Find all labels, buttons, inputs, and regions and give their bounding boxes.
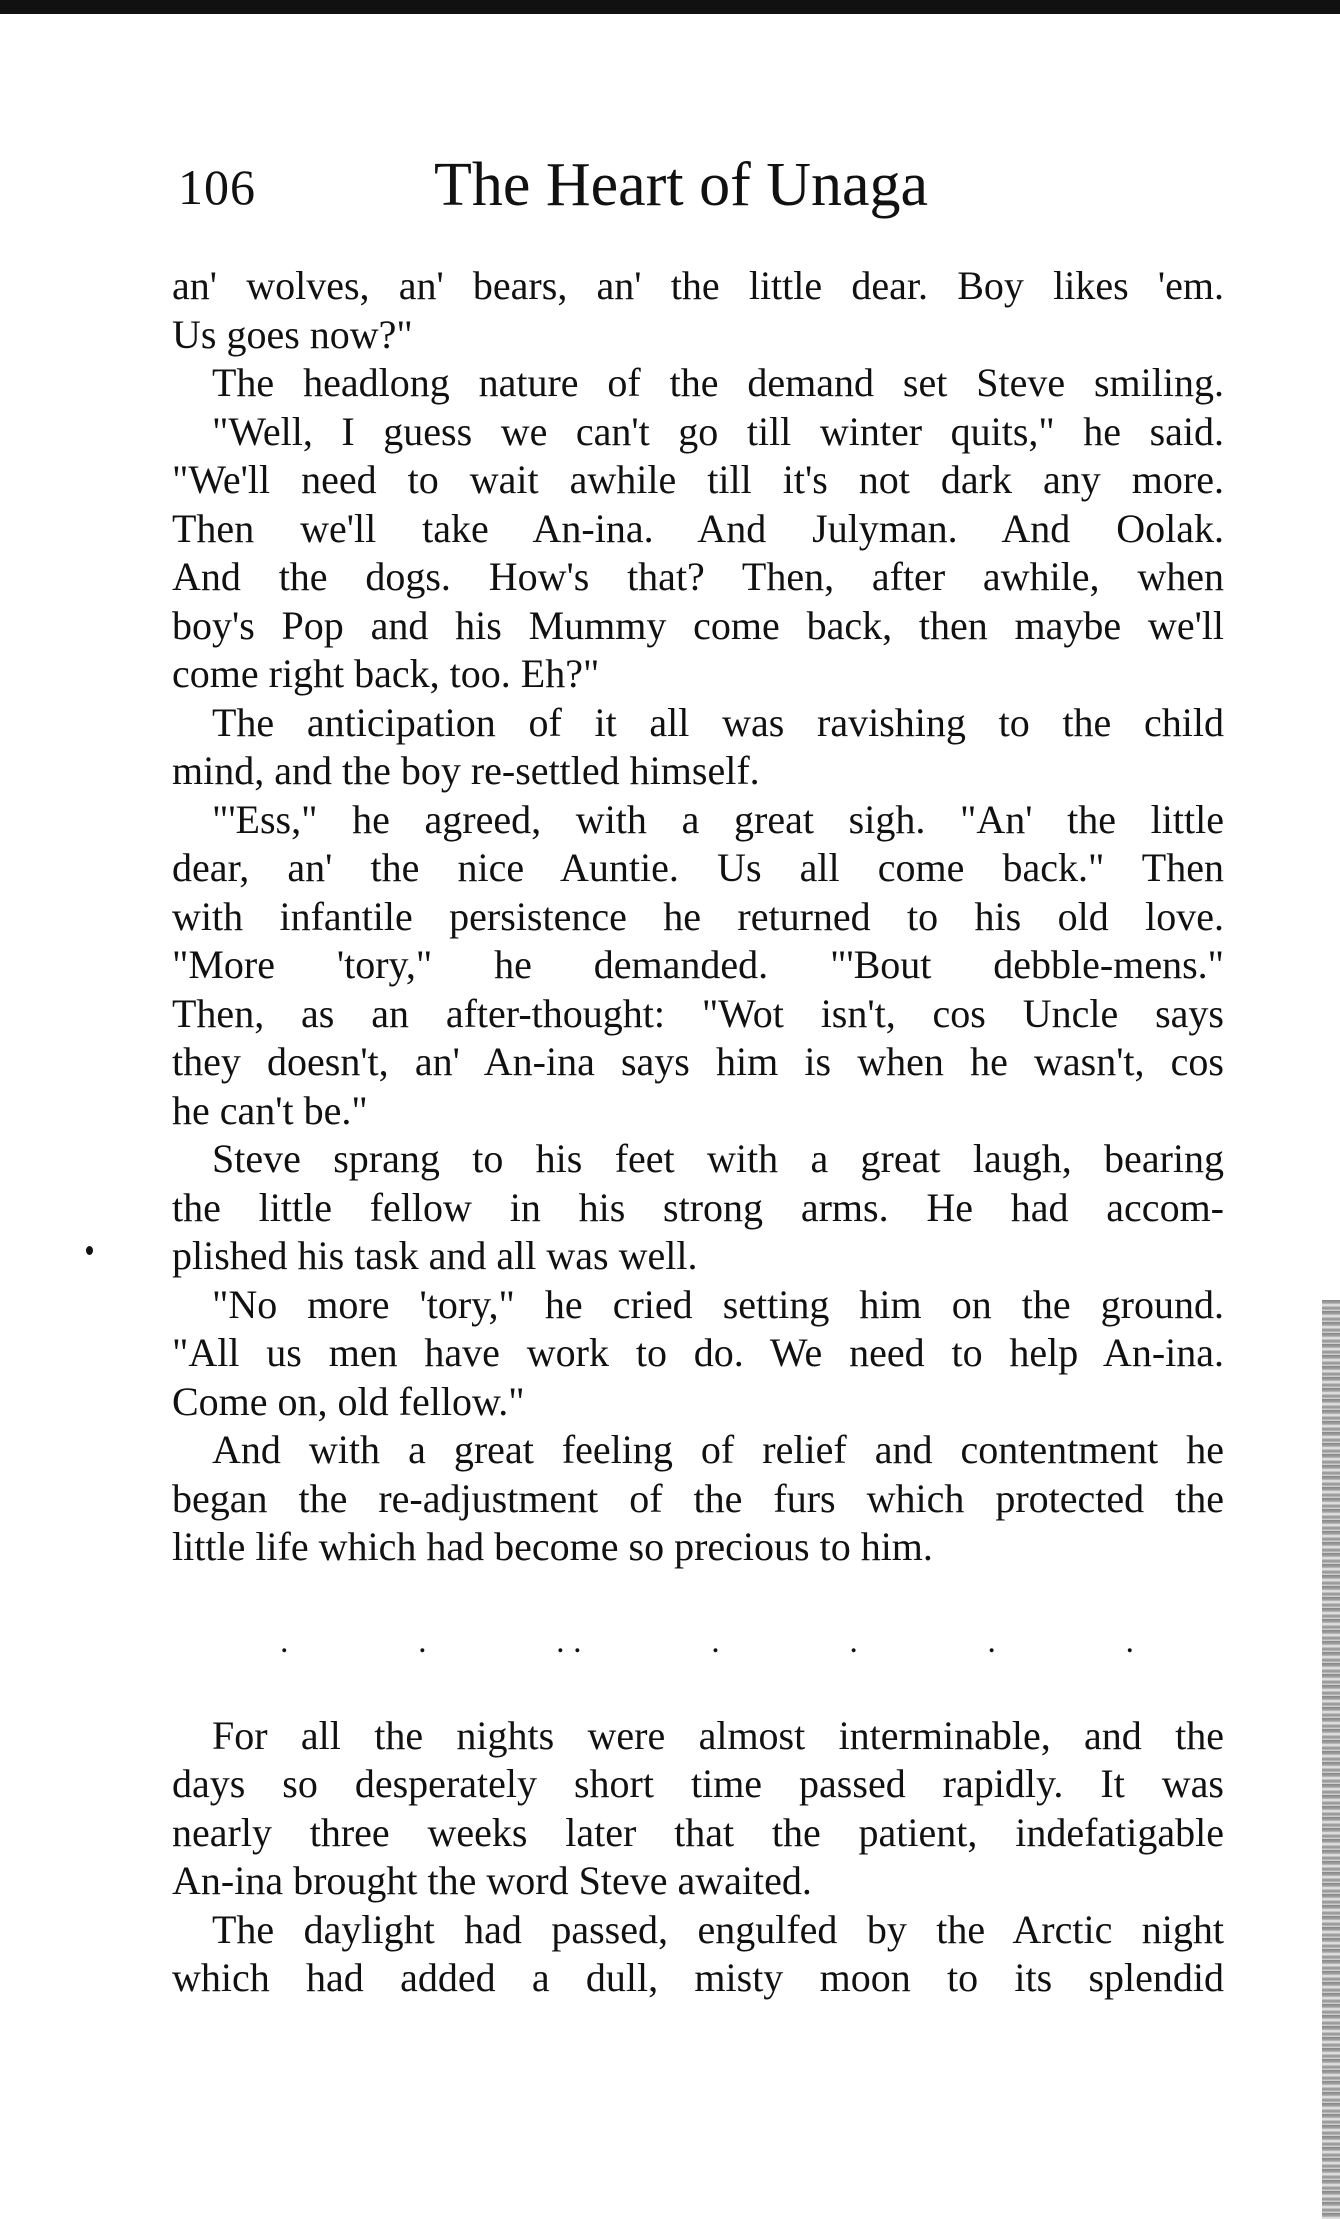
section-break [172,1572,1224,1712]
text-line: And the dogs. How's that? Then, after awhile, when [172,554,1224,599]
text-line: "Well, I guess we can't go till winter quits," he said. [212,408,1224,454]
text-line: which had added a dull, misty moon to its splendid [172,1955,1224,2000]
text-line: And with a great feeling of relief and contentment he [212,1427,1224,1472]
print-speck [86,1246,93,1255]
section-dot: . [987,1622,996,1660]
text-line: he can't be." [172,1087,368,1133]
text-line: The anticipation of it all was ravishing to the child [212,699,1224,745]
text-line: dear, an' the nice Auntie. Us all come back." Then [172,845,1224,890]
text-line: The daylight had passed, engulfed by the Arctic night [212,1906,1224,1952]
text-line: Then we'll take An-ina. And Julyman. And Oolak. [172,505,1224,551]
text-line: began the re-adjustment of the furs which protected the [172,1475,1224,1521]
top-edge-rule [0,0,1340,14]
text-line: plished his task and all was well. [172,1233,698,1278]
text-line: little life which had become so precious to him. [172,1524,933,1569]
text-line: they doesn't, an' An-ina says him is when he wasn't, cos [172,1039,1224,1084]
body-text [172,262,1224,2003]
text-line: nearly three weeks later that the patient, indefatigable [172,1809,1224,1855]
text-line: with infantile persistence he returned to his old love. [172,893,1224,939]
text-line: Then, as an after-thought: "Wot isn't, cos Uncle says [172,990,1224,1036]
section-dot: . . [556,1622,582,1660]
section-dot: . [280,1622,289,1660]
text-line: "We'll need to wait awhile till it's not dark any more. [172,457,1224,502]
text-line: "'Ess," he agreed, with a great sigh. "An' the little [212,796,1224,842]
section-dot: . [849,1622,858,1660]
text-line: an' wolves, an' bears, an' the little dear. Boy likes 'em. [172,263,1224,308]
section-dot: . [1125,1622,1134,1660]
section-dot: . [711,1622,720,1660]
page-number: 106 [178,159,256,215]
text-line: mind, and the boy re-settled himself. [172,748,760,793]
text-line: Come on, old fellow." [172,1378,525,1424]
text-line: "More 'tory," he demanded. "'Bout debble-mens." [172,942,1224,987]
text-line: boy's Pop and his Mummy come back, then maybe we'll [172,602,1224,648]
text-line: "No more 'tory," he cried setting him on the ground. [212,1281,1224,1327]
text-line: the little fellow in his strong arms. He had accom- [172,1184,1224,1230]
text-line: days so desperately short time passed rapidly. It was [172,1761,1224,1806]
page-header [172,150,1232,230]
text-line: An-ina brought the word Steve awaited. [172,1858,812,1903]
text-line: Steve sprang to his feet with a great laugh, bearing [212,1136,1224,1181]
text-line: Us goes now?" [172,311,413,357]
text-line: For all the nights were almost interminable, and the [212,1712,1224,1758]
section-dot: . [418,1622,427,1660]
page-edge-shadow [1322,1300,1340,2219]
text-line: "All us men have work to do. We need to help An-ina. [172,1330,1224,1375]
running-title: The Heart of Unaga [434,151,929,219]
text-line: The headlong nature of the demand set Steve smiling. [212,360,1224,405]
text-line: come right back, too. Eh?" [172,651,600,696]
